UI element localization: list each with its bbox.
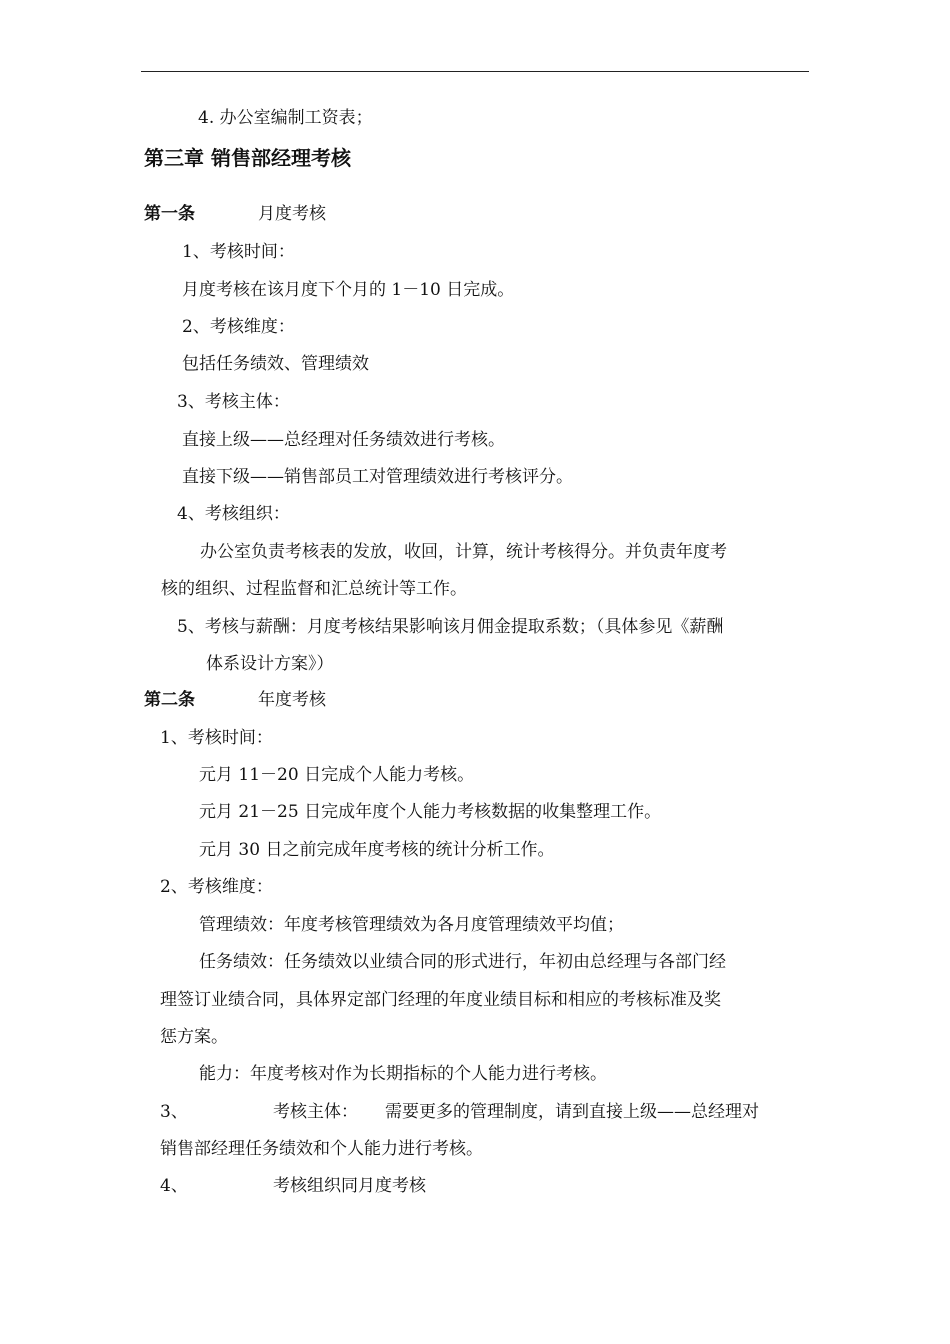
a1-line: 5、考核与薪酬：月度考核结果影响该月佣金提取系数；（具体参见《薪酬 [177,617,724,637]
a2-line: 元月 30 日之前完成年度考核的统计分析工作。 [199,840,555,860]
a2-line: 惩方案。 [160,1027,228,1047]
a1-line: 直接上级——总经理对任务绩效进行考核。 [182,430,505,450]
a1-line: 4、考核组织： [177,504,290,524]
a1-line: 月度考核在该月度下个月的 1－10 日完成。 [182,280,515,300]
a1-line: 核的组织、过程监督和汇总统计等工作。 [161,579,467,599]
a1-line: 3、考核主体： [177,392,290,412]
a2-line: 任务绩效：任务绩效以业绩合同的形式进行，年初由总经理与各部门经 [199,952,726,972]
a2-line: 元月 11－20 日完成个人能力考核。 [199,765,475,785]
a2-item3-text: 需要更多的管理制度，请到直接上级——总经理对 [385,1102,759,1122]
a2-item3-label: 考核主体： [273,1102,358,1122]
chapter-title: 第三章 销售部经理考核 [144,146,351,170]
article2-title: 年度考核 [258,690,326,710]
article1-title: 月度考核 [258,204,326,224]
article1-label: 第一条 [144,204,195,224]
article2-label: 第二条 [144,690,195,710]
a1-line: 2、考核维度： [182,317,295,337]
a2-line: 1、考核时间： [160,728,273,748]
top-list-item: 4. 办公室编制工资表； [198,108,373,128]
header-rule [141,71,809,72]
a2-line: 元月 21－25 日完成年度个人能力考核数据的收集整理工作。 [199,802,662,822]
a2-item4-number: 4、 [160,1176,188,1196]
a1-line: 体系设计方案》） [206,654,334,674]
a2-line: 能力：年度考核对作为长期指标的个人能力进行考核。 [199,1064,607,1084]
a2-item3-continuation: 销售部经理任务绩效和个人能力进行考核。 [160,1139,483,1159]
a1-line: 办公室负责考核表的发放，收回，计算，统计考核得分。并负责年度考 [200,542,727,562]
a2-line: 2、考核维度： [160,877,273,897]
a1-line: 1、考核时间： [182,242,295,262]
a2-line: 管理绩效：年度考核管理绩效为各月度管理绩效平均值； [199,915,624,935]
a2-line: 理签订业绩合同，具体界定部门经理的年度业绩目标和相应的考核标准及奖 [160,990,721,1010]
a1-line: 包括任务绩效、管理绩效 [182,354,369,374]
a1-line: 直接下级——销售部员工对管理绩效进行考核评分。 [182,467,573,487]
a2-item4-text: 考核组织同月度考核 [273,1176,426,1196]
a2-item3-number: 3、 [160,1102,188,1122]
